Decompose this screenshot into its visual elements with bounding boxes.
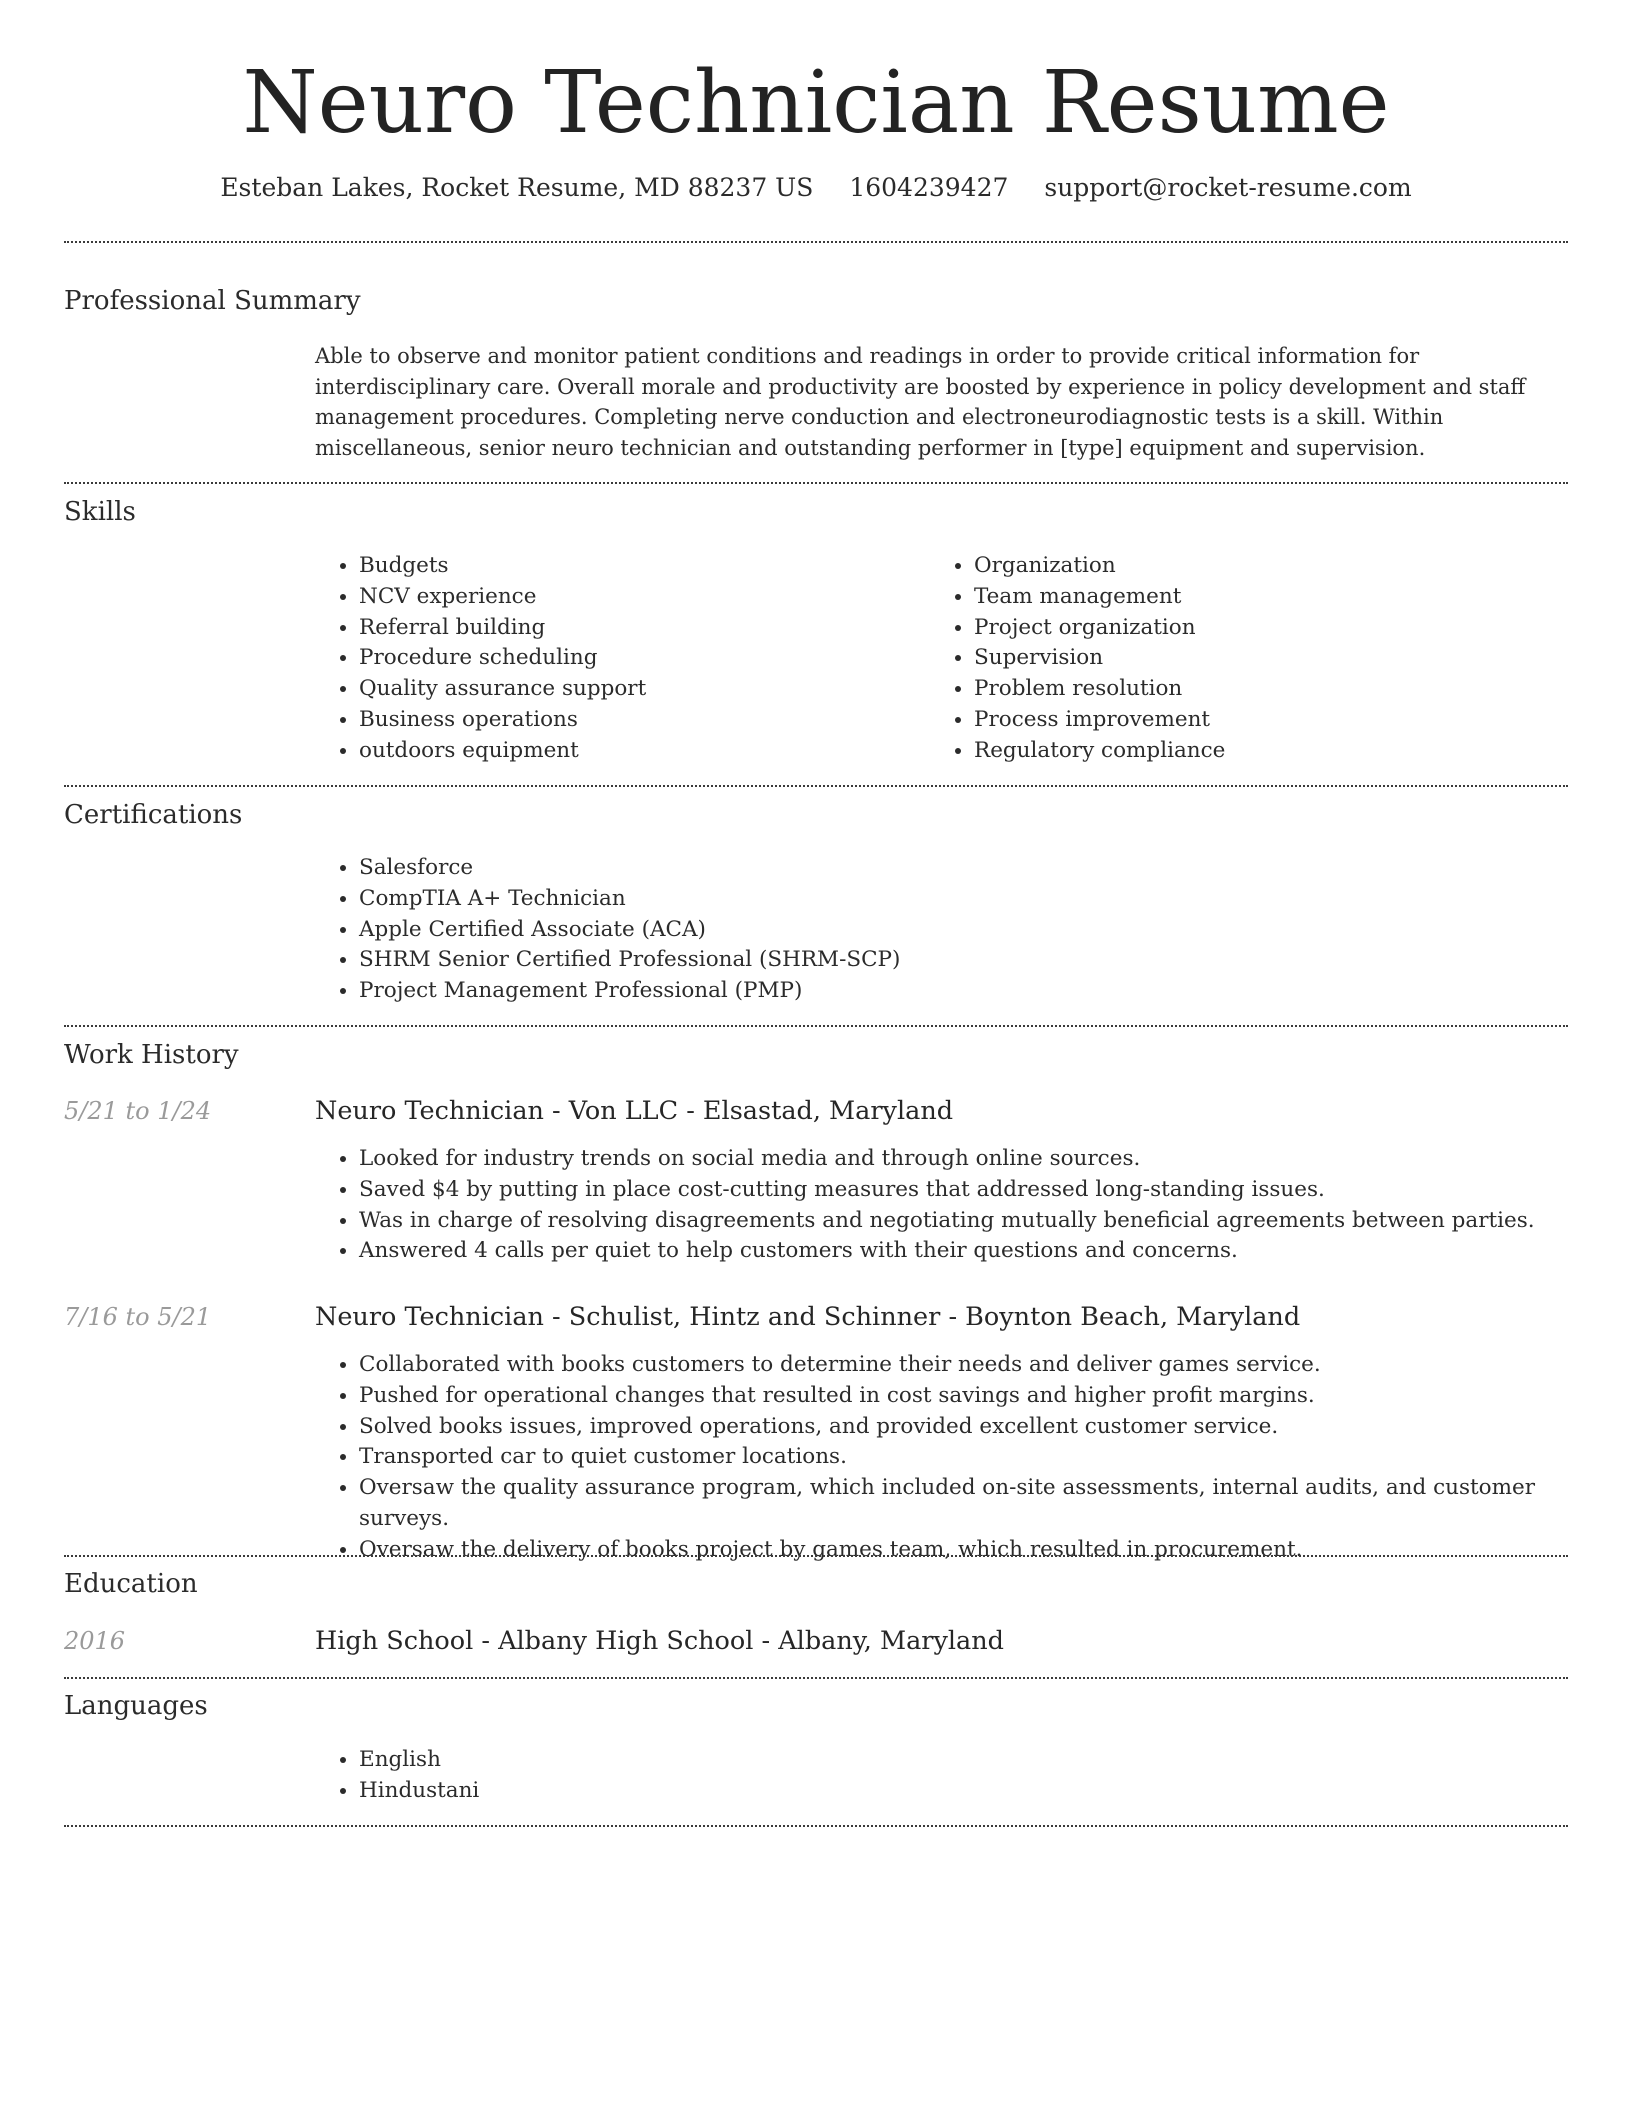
list-item: • Project organization bbox=[974, 613, 1574, 644]
list-item: • Solved books issues, improved operations, and provided excellent customer service. bbox=[359, 1412, 1609, 1443]
education-heading: Education bbox=[64, 1569, 198, 1599]
languages-list bbox=[315, 1745, 959, 1807]
skills-list-left bbox=[315, 551, 919, 767]
certifications-heading: Certifications bbox=[64, 800, 243, 830]
contact-line bbox=[0, 168, 1632, 208]
job-bullets bbox=[315, 1350, 1609, 1566]
job-dates: 7/16 to 5/21 bbox=[64, 1303, 212, 1331]
list-item: • Transported car to quiet customer locations. bbox=[359, 1442, 1609, 1473]
list-item: • Team management bbox=[974, 582, 1574, 613]
section-divider bbox=[64, 1825, 1568, 1827]
certifications-list bbox=[315, 853, 1559, 1007]
resume-title: Neuro Technician Resume bbox=[242, 53, 1390, 153]
job-title: Neuro Technician - Von LLC - Elsastad, Maryland bbox=[315, 1096, 954, 1126]
list-item: • Salesforce bbox=[359, 853, 1559, 884]
section-divider bbox=[64, 1555, 1568, 1557]
list-item: • English bbox=[359, 1745, 959, 1776]
list-item: • Business operations bbox=[359, 705, 919, 736]
list-item: • Apple Certified Associate (ACA) bbox=[359, 915, 1559, 946]
list-item: • Budgets bbox=[359, 551, 919, 582]
summary-heading: Professional Summary bbox=[64, 286, 361, 316]
job-title: Neuro Technician - Schulist, Hintz and Schinner - Boynton Beach, Maryland bbox=[315, 1302, 1301, 1332]
list-item: • Oversaw the quality assurance program, which included on-site assessments, internal audits, and customer surveys. bbox=[359, 1473, 1609, 1535]
list-item: • Saved $4 by putting in place cost-cutting measures that addressed long-standing issues. bbox=[359, 1175, 1599, 1206]
list-item: • Organization bbox=[974, 551, 1574, 582]
list-item: • Project Management Professional (PMP) bbox=[359, 976, 1559, 1007]
section-divider bbox=[64, 1677, 1568, 1679]
list-item: • Pushed for operational changes that resulted in cost savings and higher profit margins. bbox=[359, 1381, 1609, 1412]
section-divider bbox=[64, 241, 1568, 243]
list-item: • Looked for industry trends on social media and through online sources. bbox=[359, 1144, 1599, 1175]
languages-heading: Languages bbox=[64, 1691, 208, 1721]
section-divider bbox=[64, 785, 1568, 787]
list-item: • Answered 4 calls per quiet to help customers with their questions and concerns. bbox=[359, 1236, 1599, 1267]
education-entry: High School - Albany High School - Albany, Maryland bbox=[315, 1626, 1005, 1656]
education-year: 2016 bbox=[64, 1627, 126, 1655]
list-item: • Hindustani bbox=[359, 1776, 959, 1807]
list-item: • NCV experience bbox=[359, 582, 919, 613]
work-history-heading: Work History bbox=[64, 1040, 239, 1070]
list-item: • Process improvement bbox=[974, 705, 1574, 736]
list-item: • Procedure scheduling bbox=[359, 643, 919, 674]
contact-address: Esteban Lakes, Rocket Resume, MD 88237 US bbox=[220, 173, 814, 202]
skills-heading: Skills bbox=[64, 497, 136, 527]
job-dates: 5/21 to 1/24 bbox=[64, 1097, 212, 1125]
section-divider bbox=[64, 482, 1568, 484]
list-item: • Collaborated with books customers to determine their needs and deliver games service. bbox=[359, 1350, 1609, 1381]
list-item: • Regulatory compliance bbox=[974, 736, 1574, 767]
list-item: • CompTIA A+ Technician bbox=[359, 884, 1559, 915]
list-item: • Oversaw the delivery of books project by games team, which resulted in procurement. bbox=[359, 1535, 1609, 1566]
list-item: • Supervision bbox=[974, 643, 1574, 674]
list-item: • Was in charge of resolving disagreements and negotiating mutually beneficial agreements between parties. bbox=[359, 1206, 1599, 1237]
section-divider bbox=[64, 1025, 1568, 1027]
summary-text: Able to observe and monitor patient conditions and readings in order to provide critical information for interdisciplinary care. Overall morale and productivity are boosted by experience in policy development and staff management procedures. Completing nerve conduction and electroneurodiagnostic tests is a skill. Within miscellaneous, senior neuro technician and outstanding performer in [type] equipment and supervision. bbox=[315, 344, 1526, 460]
skills-list-right bbox=[930, 551, 1574, 767]
job-bullets bbox=[315, 1144, 1599, 1267]
list-item: • outdoors equipment bbox=[359, 736, 919, 767]
contact-phone: 1604239427 bbox=[849, 173, 1009, 202]
list-item: • SHRM Senior Certified Professional (SHRM-SCP) bbox=[359, 945, 1559, 976]
list-item: • Quality assurance support bbox=[359, 674, 919, 705]
list-item: • Referral building bbox=[359, 613, 919, 644]
contact-email: support@rocket-resume.com bbox=[1044, 173, 1412, 202]
list-item: • Problem resolution bbox=[974, 674, 1574, 705]
